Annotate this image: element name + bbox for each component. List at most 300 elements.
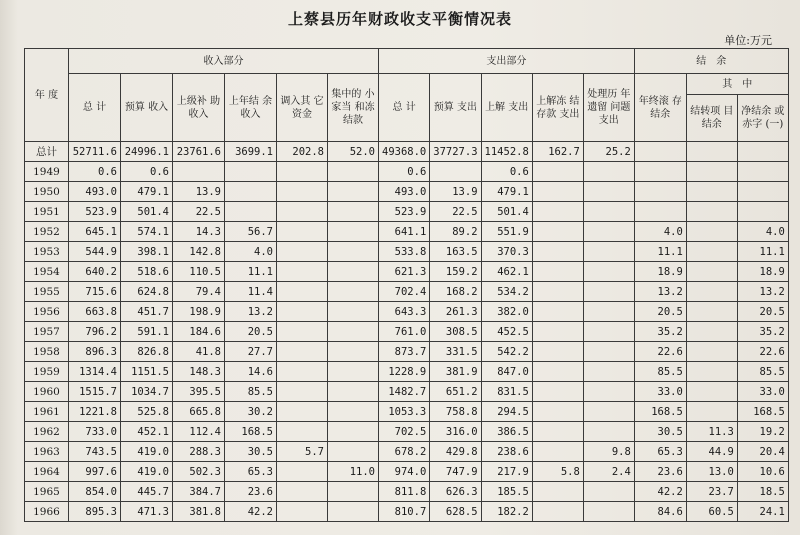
table-cell — [634, 202, 686, 222]
table-cell — [328, 502, 379, 522]
table-cell: 896.3 — [69, 342, 121, 362]
expense-legacy-header: 处理历 年遗留 问题支出 — [583, 74, 634, 142]
year-cell: 1954 — [25, 262, 69, 282]
table-cell — [277, 482, 328, 502]
table-cell: 65.3 — [225, 462, 277, 482]
table-cell: 24.1 — [737, 502, 788, 522]
table-row — [25, 362, 789, 382]
page-title: 上蔡县历年财政收支平衡情况表 — [287, 10, 512, 28]
table-cell: 873.7 — [379, 342, 430, 362]
table-cell — [328, 422, 379, 442]
table-cell: 715.6 — [69, 282, 121, 302]
table-cell: 23.7 — [686, 482, 737, 502]
table-cell — [583, 202, 634, 222]
table-row — [25, 142, 789, 162]
table-cell — [532, 262, 583, 282]
year-cell: 1951 — [25, 202, 69, 222]
year-cell: 1956 — [25, 302, 69, 322]
table-cell: 4.0 — [737, 222, 788, 242]
income-budget-header: 预算 收入 — [121, 74, 173, 142]
table-cell: 501.4 — [481, 202, 532, 222]
table-cell — [328, 282, 379, 302]
table-cell — [634, 162, 686, 182]
table-cell — [583, 262, 634, 282]
table-cell — [328, 182, 379, 202]
table-cell: 217.9 — [481, 462, 532, 482]
table-cell: 331.5 — [430, 342, 481, 362]
income-total-header: 总 计 — [69, 74, 121, 142]
table-row — [25, 482, 789, 502]
table-cell: 370.3 — [481, 242, 532, 262]
table-cell: 84.6 — [634, 502, 686, 522]
table-cell: 42.2 — [225, 502, 277, 522]
table-cell — [277, 462, 328, 482]
year-cell: 1952 — [25, 222, 69, 242]
year-header: 年 度 — [25, 49, 69, 142]
table-cell: 542.2 — [481, 342, 532, 362]
finance-table — [24, 48, 789, 522]
table-cell: 398.1 — [121, 242, 173, 262]
table-cell — [532, 162, 583, 182]
table-cell — [277, 262, 328, 282]
table-cell: 384.7 — [173, 482, 225, 502]
table-row — [25, 242, 789, 262]
table-cell — [328, 162, 379, 182]
table-body — [25, 142, 789, 522]
table-cell: 1482.7 — [379, 382, 430, 402]
table-cell: 645.1 — [69, 222, 121, 242]
table-cell: 13.9 — [430, 182, 481, 202]
table-cell — [686, 302, 737, 322]
table-cell: 5.8 — [532, 462, 583, 482]
table-cell: 14.3 — [173, 222, 225, 242]
table-cell — [277, 322, 328, 342]
table-cell: 1221.8 — [69, 402, 121, 422]
table-cell: 381.9 — [430, 362, 481, 382]
table-cell — [532, 302, 583, 322]
table-cell: 261.3 — [430, 302, 481, 322]
table-cell: 811.8 — [379, 482, 430, 502]
table-cell: 1034.7 — [121, 382, 173, 402]
table-row — [25, 402, 789, 422]
table-cell — [328, 322, 379, 342]
table-cell: 35.2 — [634, 322, 686, 342]
table-cell — [686, 282, 737, 302]
table-cell: 22.6 — [737, 342, 788, 362]
table-cell: 41.8 — [173, 342, 225, 362]
table-cell — [532, 242, 583, 262]
table-cell: 451.7 — [121, 302, 173, 322]
table-cell — [277, 242, 328, 262]
table-cell: 163.5 — [430, 242, 481, 262]
table-cell: 4.0 — [225, 242, 277, 262]
year-cell: 1953 — [25, 242, 69, 262]
year-cell: 总计 — [25, 142, 69, 162]
table-cell: 429.8 — [430, 442, 481, 462]
table-row — [25, 202, 789, 222]
year-cell: 1960 — [25, 382, 69, 402]
table-cell — [328, 482, 379, 502]
table-row — [25, 282, 789, 302]
table-cell: 110.5 — [173, 262, 225, 282]
table-row — [25, 422, 789, 442]
table-cell: 0.6 — [121, 162, 173, 182]
table-cell: 11.3 — [686, 422, 737, 442]
table-cell: 13.9 — [173, 182, 225, 202]
table-cell: 733.0 — [69, 422, 121, 442]
table-cell: 382.0 — [481, 302, 532, 322]
table-cell: 0.6 — [69, 162, 121, 182]
table-cell: 168.2 — [430, 282, 481, 302]
table-cell — [532, 342, 583, 362]
table-cell: 974.0 — [379, 462, 430, 482]
table-cell — [277, 282, 328, 302]
table-cell: 18.9 — [737, 262, 788, 282]
table-cell: 52.0 — [328, 142, 379, 162]
table-cell — [583, 362, 634, 382]
table-cell: 18.9 — [634, 262, 686, 282]
table-cell — [686, 382, 737, 402]
table-cell: 14.6 — [225, 362, 277, 382]
table-cell: 395.5 — [173, 382, 225, 402]
table-cell — [328, 242, 379, 262]
table-cell: 168.5 — [737, 402, 788, 422]
table-cell — [583, 162, 634, 182]
table-cell — [328, 262, 379, 282]
table-cell: 997.6 — [69, 462, 121, 482]
table-cell: 11.1 — [634, 242, 686, 262]
table-cell: 1515.7 — [69, 382, 121, 402]
table-cell: 185.5 — [481, 482, 532, 502]
table-cell: 20.5 — [634, 302, 686, 322]
table-cell — [328, 442, 379, 462]
table-cell: 551.9 — [481, 222, 532, 242]
table-cell: 479.1 — [121, 182, 173, 202]
table-cell — [277, 382, 328, 402]
table-cell: 702.4 — [379, 282, 430, 302]
table-cell: 651.2 — [430, 382, 481, 402]
table-row — [25, 442, 789, 462]
table-cell: 1228.9 — [379, 362, 430, 382]
table-cell: 22.5 — [173, 202, 225, 222]
table-cell: 13.2 — [225, 302, 277, 322]
table-cell — [583, 502, 634, 522]
table-cell: 0.6 — [379, 162, 430, 182]
table-cell: 419.0 — [121, 462, 173, 482]
table-cell: 445.7 — [121, 482, 173, 502]
table-row — [25, 182, 789, 202]
table-cell: 544.9 — [69, 242, 121, 262]
table-cell: 20.5 — [737, 302, 788, 322]
table-cell: 626.3 — [430, 482, 481, 502]
table-cell — [277, 342, 328, 362]
table-cell — [173, 162, 225, 182]
table-cell: 11.1 — [737, 242, 788, 262]
table-cell — [532, 222, 583, 242]
table-cell — [583, 342, 634, 362]
table-cell: 702.5 — [379, 422, 430, 442]
table-cell: 19.2 — [737, 422, 788, 442]
table-cell: 11452.8 — [481, 142, 532, 162]
table-cell — [583, 422, 634, 442]
table-cell — [328, 302, 379, 322]
table-cell — [583, 402, 634, 422]
table-cell — [277, 422, 328, 442]
year-cell: 1965 — [25, 482, 69, 502]
table-cell: 49368.0 — [379, 142, 430, 162]
table-cell: 9.8 — [583, 442, 634, 462]
income-group-header: 收入部分 — [69, 49, 379, 74]
year-cell: 1962 — [25, 422, 69, 442]
table-cell: 23761.6 — [173, 142, 225, 162]
table-cell: 501.4 — [121, 202, 173, 222]
table-cell — [532, 282, 583, 302]
unit-label: 单位:万元 — [724, 34, 772, 47]
table-cell — [686, 242, 737, 262]
table-cell — [686, 162, 737, 182]
table-cell — [583, 242, 634, 262]
table-cell: 79.4 — [173, 282, 225, 302]
table-cell: 452.5 — [481, 322, 532, 342]
table-cell — [686, 262, 737, 282]
table-cell: 518.6 — [121, 262, 173, 282]
table-cell — [532, 422, 583, 442]
table-cell: 462.1 — [481, 262, 532, 282]
year-cell: 1958 — [25, 342, 69, 362]
year-cell: 1949 — [25, 162, 69, 182]
table-cell: 168.5 — [225, 422, 277, 442]
table-cell: 640.2 — [69, 262, 121, 282]
table-cell: 184.6 — [173, 322, 225, 342]
table-row — [25, 502, 789, 522]
income-upper-subsidy-header: 上级补 助收入 — [173, 74, 225, 142]
table-cell — [328, 222, 379, 242]
table-cell — [225, 162, 277, 182]
table-cell: 56.7 — [225, 222, 277, 242]
table-cell — [277, 222, 328, 242]
table-cell — [686, 342, 737, 362]
table-cell — [583, 302, 634, 322]
table-cell: 386.5 — [481, 422, 532, 442]
table-cell: 678.2 — [379, 442, 430, 462]
table-cell: 1151.5 — [121, 362, 173, 382]
table-cell: 85.5 — [225, 382, 277, 402]
table-cell — [583, 282, 634, 302]
table-cell — [583, 322, 634, 342]
table-cell: 796.2 — [69, 322, 121, 342]
table-cell — [583, 482, 634, 502]
table-cell: 591.1 — [121, 322, 173, 342]
table-cell — [532, 442, 583, 462]
table-cell: 5.7 — [277, 442, 328, 462]
table-cell — [277, 362, 328, 382]
table-cell: 3699.1 — [225, 142, 277, 162]
table-cell — [686, 402, 737, 422]
table-cell: 168.5 — [634, 402, 686, 422]
table-cell: 20.4 — [737, 442, 788, 462]
table-cell: 641.1 — [379, 222, 430, 242]
table-cell: 11.0 — [328, 462, 379, 482]
table-cell — [328, 382, 379, 402]
table-cell — [686, 182, 737, 202]
table-cell: 202.8 — [277, 142, 328, 162]
table-cell: 30.5 — [225, 442, 277, 462]
table-cell: 854.0 — [69, 482, 121, 502]
table-cell — [277, 502, 328, 522]
table-cell: 826.8 — [121, 342, 173, 362]
table-cell: 288.3 — [173, 442, 225, 462]
table-cell — [225, 182, 277, 202]
table-cell — [532, 482, 583, 502]
table-cell: 159.2 — [430, 262, 481, 282]
table-cell: 65.3 — [634, 442, 686, 462]
year-cell: 1963 — [25, 442, 69, 462]
year-cell: 1964 — [25, 462, 69, 482]
table-cell: 85.5 — [634, 362, 686, 382]
table-cell: 2.4 — [583, 462, 634, 482]
table-cell: 294.5 — [481, 402, 532, 422]
table-cell: 523.9 — [69, 202, 121, 222]
balance-carry-header: 结转项 目结余 — [686, 95, 737, 142]
year-cell: 1950 — [25, 182, 69, 202]
year-cell: 1955 — [25, 282, 69, 302]
table-cell: 747.9 — [430, 462, 481, 482]
table-cell: 534.2 — [481, 282, 532, 302]
table-cell: 13.0 — [686, 462, 737, 482]
year-cell: 1966 — [25, 502, 69, 522]
table-cell: 11.1 — [225, 262, 277, 282]
table-cell: 663.8 — [69, 302, 121, 322]
table-cell: 52711.6 — [69, 142, 121, 162]
table-cell — [737, 142, 788, 162]
table-row — [25, 222, 789, 242]
table-cell: 574.1 — [121, 222, 173, 242]
table-cell: 11.4 — [225, 282, 277, 302]
table-cell — [686, 222, 737, 242]
table-cell: 847.0 — [481, 362, 532, 382]
table-cell: 621.3 — [379, 262, 430, 282]
table-cell — [328, 202, 379, 222]
table-cell: 22.6 — [634, 342, 686, 362]
table-cell: 23.6 — [225, 482, 277, 502]
table-cell: 895.3 — [69, 502, 121, 522]
table-cell: 60.5 — [686, 502, 737, 522]
table-cell — [532, 202, 583, 222]
table-cell: 22.5 — [430, 202, 481, 222]
expense-frozen-header: 上解冻 结存款 支出 — [532, 74, 583, 142]
table-cell: 112.4 — [173, 422, 225, 442]
table-cell: 452.1 — [121, 422, 173, 442]
table-cell: 89.2 — [430, 222, 481, 242]
table-cell: 33.0 — [634, 382, 686, 402]
income-transfer-header: 调入其 它资金 — [277, 74, 328, 142]
year-cell: 1959 — [25, 362, 69, 382]
table-cell: 148.3 — [173, 362, 225, 382]
table-cell — [430, 162, 481, 182]
table-cell: 4.0 — [634, 222, 686, 242]
table-cell — [583, 182, 634, 202]
expense-group-header: 支出部分 — [379, 49, 635, 74]
table-cell: 761.0 — [379, 322, 430, 342]
table-row — [25, 322, 789, 342]
table-cell — [634, 182, 686, 202]
table-cell — [634, 142, 686, 162]
table-cell: 85.5 — [737, 362, 788, 382]
table-cell: 30.5 — [634, 422, 686, 442]
table-cell: 308.5 — [430, 322, 481, 342]
table-cell: 24996.1 — [121, 142, 173, 162]
table-cell: 13.2 — [737, 282, 788, 302]
table-cell: 20.5 — [225, 322, 277, 342]
table-cell: 316.0 — [430, 422, 481, 442]
table-cell: 419.0 — [121, 442, 173, 462]
table-row — [25, 382, 789, 402]
table-row — [25, 342, 789, 362]
table-cell: 10.6 — [737, 462, 788, 482]
table-cell: 30.2 — [225, 402, 277, 422]
table-cell — [686, 202, 737, 222]
table-cell — [532, 362, 583, 382]
table-cell: 162.7 — [532, 142, 583, 162]
table-row — [25, 262, 789, 282]
expense-budget-header: 预算 支出 — [430, 74, 481, 142]
table-cell: 523.9 — [379, 202, 430, 222]
table-cell — [737, 182, 788, 202]
table-cell — [686, 322, 737, 342]
table-cell — [277, 202, 328, 222]
table-cell — [737, 162, 788, 182]
table-cell: 471.3 — [121, 502, 173, 522]
table-cell: 182.2 — [481, 502, 532, 522]
table-cell: 743.5 — [69, 442, 121, 462]
table-cell: 525.8 — [121, 402, 173, 422]
table-cell — [532, 382, 583, 402]
income-prev-balance-header: 上年结 余收入 — [225, 74, 277, 142]
table-cell: 198.9 — [173, 302, 225, 322]
table-cell — [737, 202, 788, 222]
table-cell — [277, 302, 328, 322]
table-cell: 1053.3 — [379, 402, 430, 422]
table-cell: 665.8 — [173, 402, 225, 422]
table-row — [25, 462, 789, 482]
table-cell: 493.0 — [69, 182, 121, 202]
table-row — [25, 302, 789, 322]
table-cell: 493.0 — [379, 182, 430, 202]
table-cell: 25.2 — [583, 142, 634, 162]
balance-group-header: 结 余 — [634, 49, 788, 74]
table-row — [25, 162, 789, 182]
table-cell — [328, 342, 379, 362]
of-which-header: 其 中 — [686, 74, 788, 95]
table-cell: 533.8 — [379, 242, 430, 262]
table-cell — [583, 222, 634, 242]
table-cell — [225, 202, 277, 222]
table-cell: 35.2 — [737, 322, 788, 342]
table-cell: 18.5 — [737, 482, 788, 502]
table-cell: 810.7 — [379, 502, 430, 522]
balance-year-end-header: 年终滚 存结余 — [634, 74, 686, 142]
table-cell — [686, 362, 737, 382]
table-cell — [532, 182, 583, 202]
table-cell — [328, 362, 379, 382]
table-cell: 628.5 — [430, 502, 481, 522]
balance-net-header: 净结余 或赤字 (一) — [737, 95, 788, 142]
table-cell: 758.8 — [430, 402, 481, 422]
table-cell: 502.3 — [173, 462, 225, 482]
table-cell: 624.8 — [121, 282, 173, 302]
table-cell — [277, 402, 328, 422]
table-cell: 1314.4 — [69, 362, 121, 382]
